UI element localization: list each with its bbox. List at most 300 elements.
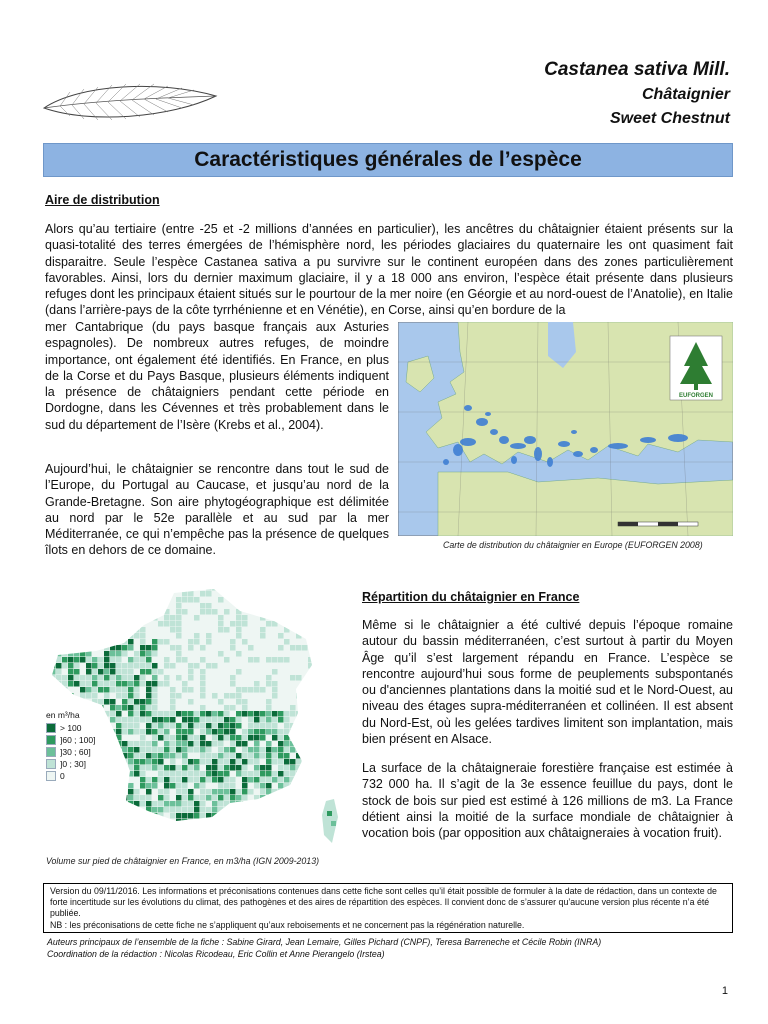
map-cell	[242, 735, 248, 741]
map-cell	[236, 771, 242, 777]
map-cell	[212, 807, 218, 813]
map-cell	[74, 639, 80, 645]
map-cell	[44, 657, 50, 663]
map-cell	[140, 759, 146, 765]
map-cell	[152, 717, 158, 723]
legend-swatch	[46, 759, 56, 769]
map-cell	[206, 717, 212, 723]
map-cell	[140, 603, 146, 609]
map-cell	[140, 663, 146, 669]
map-cell	[140, 741, 146, 747]
map-cell	[200, 753, 206, 759]
map-cell	[116, 717, 122, 723]
map-cell	[110, 633, 116, 639]
map-cell	[134, 693, 140, 699]
map-cell	[272, 657, 278, 663]
map-cell	[140, 591, 146, 597]
map-cell	[80, 813, 86, 819]
map-cell	[98, 723, 104, 729]
map-cell	[86, 819, 92, 825]
map-cell	[230, 777, 236, 783]
map-cell	[176, 627, 182, 633]
map-cell	[200, 705, 206, 711]
map-cell	[92, 813, 98, 819]
map-cell	[62, 801, 68, 807]
map-cell	[116, 789, 122, 795]
map-cell	[122, 801, 128, 807]
map-cell	[278, 753, 284, 759]
map-cell	[116, 711, 122, 717]
map-cell	[200, 813, 206, 819]
map-cell	[116, 657, 122, 663]
map-cell	[134, 741, 140, 747]
map-cell	[98, 771, 104, 777]
map-cell	[236, 711, 242, 717]
map-cell	[158, 717, 164, 723]
map-cell	[272, 693, 278, 699]
map-cell	[254, 771, 260, 777]
map-cell	[134, 795, 140, 801]
map-cell	[272, 777, 278, 783]
map-cell	[134, 723, 140, 729]
map-cell	[182, 729, 188, 735]
map-cell	[278, 807, 284, 813]
map-cell	[104, 735, 110, 741]
map-cell	[104, 615, 110, 621]
map-cell	[110, 711, 116, 717]
map-cell	[230, 639, 236, 645]
map-cell	[164, 723, 170, 729]
map-cell	[134, 681, 140, 687]
map-cell	[236, 735, 242, 741]
map-cell	[278, 783, 284, 789]
map-cell	[266, 807, 272, 813]
map-cell	[146, 747, 152, 753]
map-cell	[188, 735, 194, 741]
map-cell	[164, 819, 170, 825]
map-cell	[182, 789, 188, 795]
map-cell	[212, 795, 218, 801]
map-cell	[50, 795, 56, 801]
map-cell	[176, 801, 182, 807]
map-cell	[194, 639, 200, 645]
map-cell	[284, 819, 290, 825]
map-cell	[182, 591, 188, 597]
map-cell	[122, 795, 128, 801]
map-cell	[200, 783, 206, 789]
map-cell	[86, 651, 92, 657]
map-cell	[278, 747, 284, 753]
map-cell	[200, 777, 206, 783]
map-cell	[110, 795, 116, 801]
map-cell	[182, 795, 188, 801]
map-cell	[152, 759, 158, 765]
map-cell	[266, 723, 272, 729]
map-cell	[74, 669, 80, 675]
map-cell	[128, 747, 134, 753]
credits-coordination: Coordination de la rédaction : Nicolas Ricodeau, Eric Collin et Anne Pierangelo (Irstea)	[47, 948, 385, 959]
paragraph-today: Aujourd’hui, le châtaignier se rencontre dans tout le sud de l’Europe, du Portugal au Caucase, et jusqu’au nord de la Grande-Bretagne. Son aire phytogéographique est délimitée au nord par le 52e parallèle et au sud par la mer Méditerranée, ce qui n’empêche pas la présence de quelques îlots en dehors de ce domaine.	[45, 462, 389, 558]
map-cell	[104, 711, 110, 717]
map-cell	[284, 603, 290, 609]
map-cell	[122, 723, 128, 729]
map-cell	[212, 813, 218, 819]
map-cell	[206, 609, 212, 615]
paragraph-france-history: Même si le châtaignier a été cultivé depuis l’époque romaine autour du bassin méditerranéen, c’est surtout à partir du Moyen Âge qu’il s’est largement répandu en France. L’espèce se rencontre aujourd’hui sous forme de peuplements subspontanés ou d'anciennes plantations dans la moitié sud et le Nord-Ouest, au niveau des étages supra-méditerranéen et collinéen. Il est absent du Nord-Est, où les gelées tardives limitent son implantation, mais bien présent en Alsace.	[362, 618, 733, 747]
map-cell	[122, 807, 128, 813]
map-cell	[284, 717, 290, 723]
map-cell	[176, 747, 182, 753]
map-cell	[278, 603, 284, 609]
map-cell	[254, 729, 260, 735]
map-cell	[164, 789, 170, 795]
map-cell	[218, 795, 224, 801]
map-cell	[50, 675, 56, 681]
map-cell	[146, 729, 152, 735]
map-cell	[134, 651, 140, 657]
map-cell	[260, 795, 266, 801]
map-cell	[206, 789, 212, 795]
map-cell	[188, 807, 194, 813]
map-cell	[242, 807, 248, 813]
map-cell	[146, 795, 152, 801]
map-cell	[236, 801, 242, 807]
map-cell	[152, 765, 158, 771]
map-cell	[224, 723, 230, 729]
euforgen-logo-text: EUFORGEN	[678, 393, 714, 399]
map-cell	[146, 801, 152, 807]
map-cell	[74, 615, 80, 621]
map-cell	[230, 621, 236, 627]
map-cell	[266, 675, 272, 681]
map-cell	[104, 669, 110, 675]
map-cell	[152, 615, 158, 621]
map-cell	[296, 741, 302, 747]
map-cell	[110, 717, 116, 723]
map-cell	[140, 753, 146, 759]
map-cell	[134, 807, 140, 813]
map-cell	[296, 807, 302, 813]
map-cell	[272, 597, 278, 603]
map-cell	[254, 777, 260, 783]
map-cell	[86, 603, 92, 609]
map-cell	[104, 759, 110, 765]
map-cell	[140, 645, 146, 651]
map-cell	[98, 795, 104, 801]
map-cell	[158, 669, 164, 675]
map-cell	[176, 633, 182, 639]
map-cell	[296, 795, 302, 801]
map-cell	[188, 639, 194, 645]
map-cell	[290, 819, 296, 825]
map-cell	[104, 645, 110, 651]
map-cell	[128, 729, 134, 735]
map-cell	[134, 759, 140, 765]
map-cell	[224, 705, 230, 711]
map-cell	[272, 681, 278, 687]
map-cell	[128, 663, 134, 669]
map-cell	[206, 585, 212, 591]
map-cell	[230, 735, 236, 741]
map-cell	[62, 663, 68, 669]
map-cell	[260, 717, 266, 723]
map-cell	[308, 699, 314, 705]
map-cell	[98, 777, 104, 783]
map-cell	[164, 585, 170, 591]
map-cell	[110, 639, 116, 645]
map-cell	[62, 789, 68, 795]
map-cell	[158, 621, 164, 627]
map-cell	[128, 627, 134, 633]
map-cell	[266, 771, 272, 777]
map-cell	[122, 651, 128, 657]
map-cell	[236, 717, 242, 723]
map-cell	[308, 729, 314, 735]
map-cell	[254, 753, 260, 759]
map-cell	[212, 729, 218, 735]
map-cell	[56, 699, 62, 705]
map-cell	[302, 645, 308, 651]
map-cell	[56, 645, 62, 651]
map-cell	[158, 711, 164, 717]
map-cell	[242, 729, 248, 735]
map-cell	[188, 741, 194, 747]
map-cell	[152, 801, 158, 807]
map-cell	[134, 603, 140, 609]
map-cell	[116, 645, 122, 651]
map-cell	[140, 777, 146, 783]
map-cell	[92, 621, 98, 627]
map-cell	[182, 753, 188, 759]
map-cell	[176, 813, 182, 819]
map-cell	[128, 753, 134, 759]
map-cell	[140, 681, 146, 687]
map-cell	[44, 687, 50, 693]
map-cell	[296, 729, 302, 735]
map-cell	[68, 627, 74, 633]
map-cell	[164, 615, 170, 621]
map-cell	[122, 729, 128, 735]
map-cell	[80, 585, 86, 591]
map-cell	[164, 657, 170, 663]
map-cell	[230, 801, 236, 807]
map-cell	[206, 753, 212, 759]
map-cell	[224, 729, 230, 735]
map-cell	[170, 585, 176, 591]
map-cell	[50, 819, 56, 825]
map-cell	[92, 663, 98, 669]
map-cell	[242, 615, 248, 621]
map-cell	[260, 627, 266, 633]
map-cell	[110, 771, 116, 777]
map-cell	[62, 687, 68, 693]
map-cell	[278, 771, 284, 777]
map-cell	[134, 627, 140, 633]
map-cell	[86, 795, 92, 801]
map-cell	[116, 687, 122, 693]
map-cell	[242, 747, 248, 753]
map-cell	[122, 633, 128, 639]
map-cell	[134, 615, 140, 621]
map-cell	[104, 675, 110, 681]
map-cell	[230, 819, 236, 825]
map-cell	[98, 741, 104, 747]
map-cell	[242, 639, 248, 645]
map-cell	[266, 777, 272, 783]
map-cell	[206, 663, 212, 669]
map-cell	[50, 633, 56, 639]
map-cell	[170, 753, 176, 759]
map-cell	[224, 801, 230, 807]
map-cell	[122, 675, 128, 681]
map-cell	[200, 723, 206, 729]
map-cell	[296, 711, 302, 717]
map-cell	[188, 765, 194, 771]
map-cell	[50, 813, 56, 819]
map-cell	[182, 711, 188, 717]
map-cell	[104, 771, 110, 777]
map-cell	[74, 795, 80, 801]
map-cell	[80, 633, 86, 639]
map-cell	[110, 705, 116, 711]
map-cell	[56, 663, 62, 669]
map-cell	[104, 657, 110, 663]
map-cell	[236, 669, 242, 675]
version-note-nb: NB : les préconisations de cette fiche ne s’appliquent qu’aux reboisements et ne concernent pas la régénération naturelle.	[50, 919, 525, 930]
map-cell	[146, 777, 152, 783]
map-cell	[308, 789, 314, 795]
map-cell	[296, 747, 302, 753]
map-cell	[194, 723, 200, 729]
map-cell	[92, 687, 98, 693]
map-cell	[266, 789, 272, 795]
map-cell	[92, 699, 98, 705]
map-cell	[116, 777, 122, 783]
map-cell	[122, 765, 128, 771]
map-cell	[200, 819, 206, 825]
map-cell	[164, 639, 170, 645]
map-cell	[260, 807, 266, 813]
map-cell	[104, 801, 110, 807]
map-cell	[158, 681, 164, 687]
map-cell	[86, 591, 92, 597]
map-cell	[86, 813, 92, 819]
map-cell	[170, 759, 176, 765]
map-cell	[110, 657, 116, 663]
map-cell	[194, 711, 200, 717]
map-cell	[302, 747, 308, 753]
map-cell	[146, 813, 152, 819]
map-cell	[302, 807, 308, 813]
map-cell	[302, 585, 308, 591]
map-cell	[278, 717, 284, 723]
map-cell	[110, 747, 116, 753]
map-cell	[176, 819, 182, 825]
map-cell	[218, 783, 224, 789]
map-cell	[158, 747, 164, 753]
map-cell	[242, 789, 248, 795]
legend-swatch	[46, 723, 56, 733]
map-cell	[272, 621, 278, 627]
map-cell	[272, 735, 278, 741]
map-cell	[122, 777, 128, 783]
map-cell	[194, 735, 200, 741]
map-cell	[104, 747, 110, 753]
map-cell	[56, 807, 62, 813]
map-cell	[230, 723, 236, 729]
map-cell	[68, 795, 74, 801]
map-cell	[230, 693, 236, 699]
map-cell	[68, 645, 74, 651]
map-cell	[254, 765, 260, 771]
map-cell	[152, 753, 158, 759]
map-cell	[302, 729, 308, 735]
map-cell	[146, 759, 152, 765]
map-cell	[200, 801, 206, 807]
map-cell	[44, 651, 50, 657]
map-cell	[128, 711, 134, 717]
map-cell	[92, 591, 98, 597]
map-cell	[146, 765, 152, 771]
map-cell	[230, 753, 236, 759]
map-cell	[212, 663, 218, 669]
map-cell	[56, 789, 62, 795]
map-cell	[164, 609, 170, 615]
map-cell	[56, 687, 62, 693]
map-cell	[296, 735, 302, 741]
map-cell	[56, 801, 62, 807]
map-cell	[152, 639, 158, 645]
map-cell	[188, 819, 194, 825]
map-cell	[152, 687, 158, 693]
map-cell	[182, 609, 188, 615]
map-cell	[56, 693, 62, 699]
europe-map-caption: Carte de distribution du châtaignier en Europe (EUFORGEN 2008)	[443, 540, 703, 550]
map-cell	[272, 819, 278, 825]
map-cell	[92, 675, 98, 681]
map-cell	[200, 681, 206, 687]
map-cell	[146, 585, 152, 591]
map-cell	[158, 735, 164, 741]
map-cell	[98, 789, 104, 795]
map-cell	[158, 819, 164, 825]
map-cell	[116, 675, 122, 681]
credits-authors: Auteurs principaux de l’ensemble de la fiche : Sabine Girard, Jean Lemaire, Gilles Pichard (CNPF), Teresa Barreneche et Cécile Robin (INRA)	[47, 937, 602, 947]
map-cell	[116, 693, 122, 699]
map-cell	[224, 747, 230, 753]
map-cell	[146, 705, 152, 711]
map-cell	[134, 765, 140, 771]
map-cell	[158, 795, 164, 801]
map-cell	[92, 633, 98, 639]
map-cell	[218, 747, 224, 753]
leaf-icon	[40, 78, 220, 126]
map-cell	[122, 609, 128, 615]
map-cell	[62, 795, 68, 801]
map-cell	[122, 705, 128, 711]
map-cell	[80, 687, 86, 693]
map-cell	[182, 771, 188, 777]
map-cell	[44, 681, 50, 687]
map-cell	[278, 759, 284, 765]
map-cell	[44, 627, 50, 633]
map-cell	[104, 639, 110, 645]
map-cell	[290, 747, 296, 753]
map-cell	[98, 663, 104, 669]
map-cell	[110, 645, 116, 651]
map-cell	[170, 783, 176, 789]
map-cell	[104, 681, 110, 687]
